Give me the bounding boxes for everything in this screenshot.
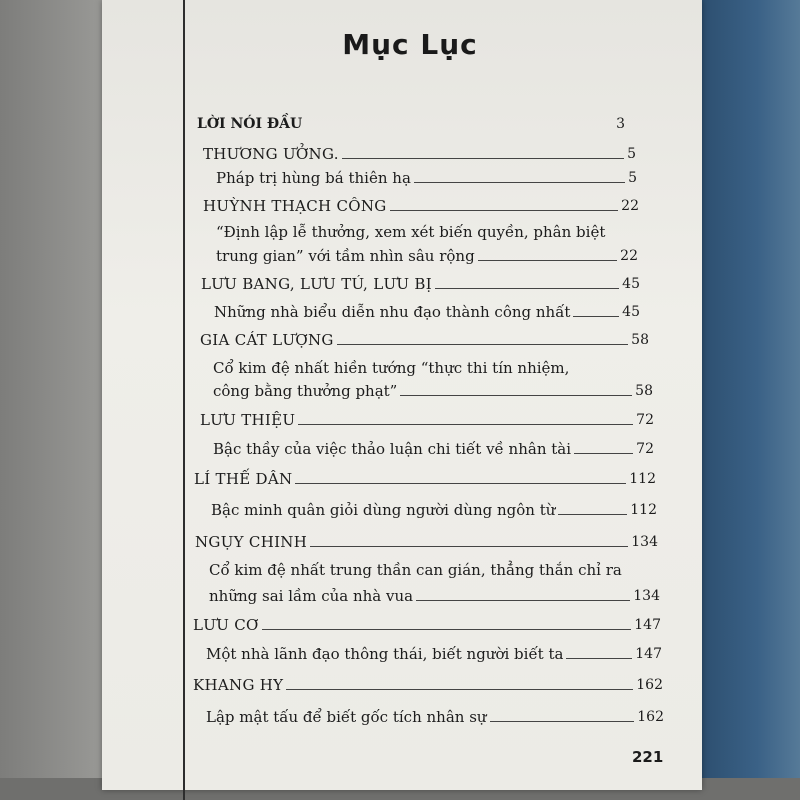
- toc-entry-text: LƯU CƠ: [193, 616, 259, 634]
- toc-chapter: [203, 196, 639, 216]
- toc-chapter: [200, 330, 649, 350]
- toc-chapter: [200, 410, 654, 430]
- toc-entry-text: Bậc minh quân giỏi dùng người dùng ngôn từ: [211, 501, 556, 519]
- toc-entry-page: 58: [631, 332, 649, 348]
- toc-entry-page: 45: [622, 276, 640, 292]
- toc-subentry: [206, 644, 662, 664]
- toc-chapter: [193, 615, 661, 635]
- toc-entry-page: 58: [635, 383, 653, 399]
- toc-entry-page: 45: [622, 304, 640, 320]
- toc-chapter: [193, 675, 663, 695]
- toc-entry-page: 134: [631, 534, 658, 550]
- toc-subentry: [211, 500, 657, 520]
- book-cover-edge: [692, 0, 800, 800]
- page-number: 221: [632, 748, 664, 766]
- page-spine: [183, 0, 185, 800]
- toc-entry-text: GIA CÁT LƯỢNG: [200, 331, 334, 349]
- toc-entry-page: 134: [633, 588, 660, 604]
- toc-entry-text: Một nhà lãnh đạo thông thái, biết người biết ta: [206, 645, 564, 663]
- toc-entry-page: 112: [630, 502, 657, 518]
- toc-subentry: [216, 246, 638, 266]
- toc-entry-page: 72: [636, 412, 654, 428]
- toc-entry-text: Pháp trị hùng bá thiên hạ: [216, 169, 411, 187]
- toc-entry-text: Những nhà biểu diễn nhu đạo thành công nhất: [214, 303, 571, 321]
- toc-subentry: [209, 586, 660, 606]
- toc-entry-text: LÍ THẾ DÂN: [194, 470, 293, 488]
- toc-entry-page: 3: [616, 116, 625, 132]
- toc-entry-text: LỜI NÓI ĐẦU: [197, 116, 303, 132]
- toc-entry-page: 162: [636, 677, 663, 693]
- toc-subentry: [213, 381, 653, 401]
- toc-entry-text: Bậc thầy của việc thảo luận chi tiết về nhân tài: [213, 440, 572, 458]
- toc-entry-text: LƯU BANG, LƯU TÚ, LƯU BỊ: [201, 275, 432, 293]
- toc-chapter: [201, 274, 640, 294]
- toc-entry-text: NGỤY CHINH: [195, 533, 308, 551]
- toc-entry-preface: [197, 114, 625, 134]
- toc-entry-text: THƯƠNG ƯỞNG.: [203, 145, 339, 163]
- toc-chapter: [194, 469, 656, 489]
- toc-subentry: [216, 168, 637, 188]
- toc-subentry-line1: Cổ kim đệ nhất trung thần can gián, thẳng thắn chỉ ra: [209, 561, 622, 579]
- background-left: [0, 0, 110, 800]
- toc-entry-page: 147: [635, 646, 662, 662]
- toc-subentry-line1: Cổ kim đệ nhất hiền tướng “thực thi tín nhiệm,: [213, 359, 570, 377]
- toc-entry-text: LƯU THIỆU: [200, 411, 296, 429]
- toc-entry-page: 112: [629, 471, 656, 487]
- toc-entry-page: 5: [628, 170, 637, 186]
- toc-entry-page: 147: [634, 617, 661, 633]
- toc-entry-text: HUỲNH THẠCH CÔNG: [203, 197, 387, 215]
- toc-entry-text: Lập mật tấu để biết gốc tích nhân sự: [206, 708, 487, 726]
- toc-entry-text: trung gian” với tầm nhìn sâu rộng: [216, 247, 475, 265]
- toc-entry-page: 22: [620, 248, 638, 264]
- toc-entry-text: công bằng thưởng phạt”: [213, 382, 398, 400]
- toc-entry-text: những sai lầm của nhà vua: [209, 587, 414, 605]
- toc-entry-page: 162: [637, 709, 664, 725]
- toc-chapter: [195, 532, 658, 552]
- toc-subentry: [206, 707, 664, 727]
- page-title: Mục Lục: [342, 28, 478, 61]
- toc-entry-text: KHANG HY: [193, 676, 284, 694]
- toc-subentry: [213, 439, 654, 459]
- toc-entry-page: 72: [636, 441, 654, 457]
- toc-entry-page: 22: [621, 198, 639, 214]
- toc-chapter: [203, 144, 636, 164]
- toc-entry-page: 5: [627, 146, 636, 162]
- toc-subentry-line1: “Định lập lễ thưởng, xem xét biến quyền, phân biệt: [216, 223, 606, 241]
- toc-subentry: [214, 302, 640, 322]
